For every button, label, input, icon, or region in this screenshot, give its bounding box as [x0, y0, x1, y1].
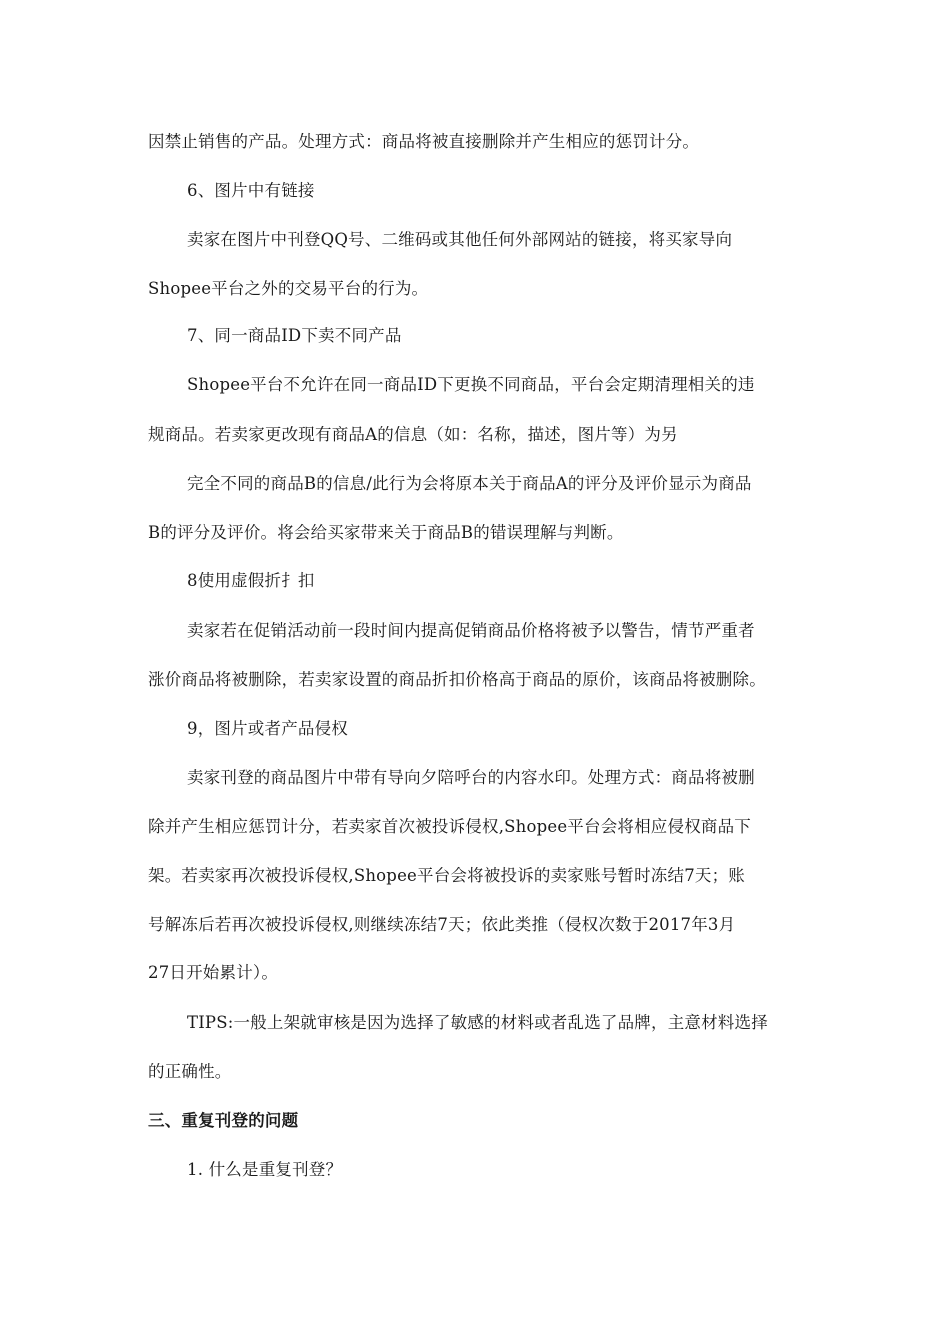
- section-heading-7: 7、同一商品ID下卖不同产品: [187, 326, 402, 345]
- paragraph-line: 规商品。若卖家更改现有商品A的信息（如：名称，描述，图片等）为另: [148, 425, 678, 444]
- paragraph-line: 架。若卖家再次被投诉侵权,Shopee平台会将被投诉的卖家账号暂时冻结7天；账: [148, 866, 745, 885]
- section-heading-9: 9，图片或者产品侵权: [187, 719, 348, 738]
- section-heading-3: 三、重复刊登的问题: [148, 1111, 299, 1130]
- tips-line: TIPS:一般上架就审核是因为选择了敏感的材料或者乱选了品牌，主意材料选择: [187, 1013, 768, 1032]
- section-heading-6: 6、图片中有链接: [187, 181, 315, 200]
- paragraph-line: 卖家若在促销活动前一段时间内提高促销商品价格将被予以警告，情节严重者: [187, 621, 755, 640]
- paragraph-line: 因禁止销售的产品。处理方式：商品将被直接删除并产生相应的惩罚计分。: [148, 132, 700, 151]
- paragraph-line: 的正确性。: [148, 1062, 232, 1081]
- paragraph-line: 27日开始累计）。: [148, 963, 279, 982]
- section-heading-8: 8使用虚假折扌扣: [187, 571, 315, 590]
- paragraph-line: 涨价商品将被删除，若卖家设置的商品折扣价格高于商品的原价，该商品将被删除。: [148, 670, 766, 689]
- paragraph-line: 卖家在图片中刊登QQ号、二维码或其他任何外部网站的链接，将买家导向: [187, 230, 733, 249]
- paragraph-line: 完全不同的商品B的信息/此行为会将原本关于商品A的评分及评价显示为商品: [187, 474, 752, 493]
- paragraph-line: Shopee平台不允许在同一商品ID下更换不同商品，平台会定期清理相关的违: [187, 375, 755, 394]
- paragraph-line: 号解冻后若再次被投诉侵权,则继续冻结7天；依此类推（侵权次数于2017年3月: [148, 915, 736, 934]
- sub-heading-1: 1. 什么是重复刊登？: [187, 1160, 343, 1179]
- paragraph-line: 除并产生相应惩罚计分，若卖家首次被投诉侵权,Shopee平台会将相应侵权商品下: [148, 817, 752, 836]
- paragraph-line: Shopee平台之外的交易平台的行为。: [148, 279, 429, 298]
- paragraph-line: B的评分及评价。将会给买家带来关于商品B的错误理解与判断。: [148, 523, 624, 542]
- paragraph-line: 卖家刊登的商品图片中带有导向夕陪呼台的内容水印。处理方式：商品将被删: [187, 768, 755, 787]
